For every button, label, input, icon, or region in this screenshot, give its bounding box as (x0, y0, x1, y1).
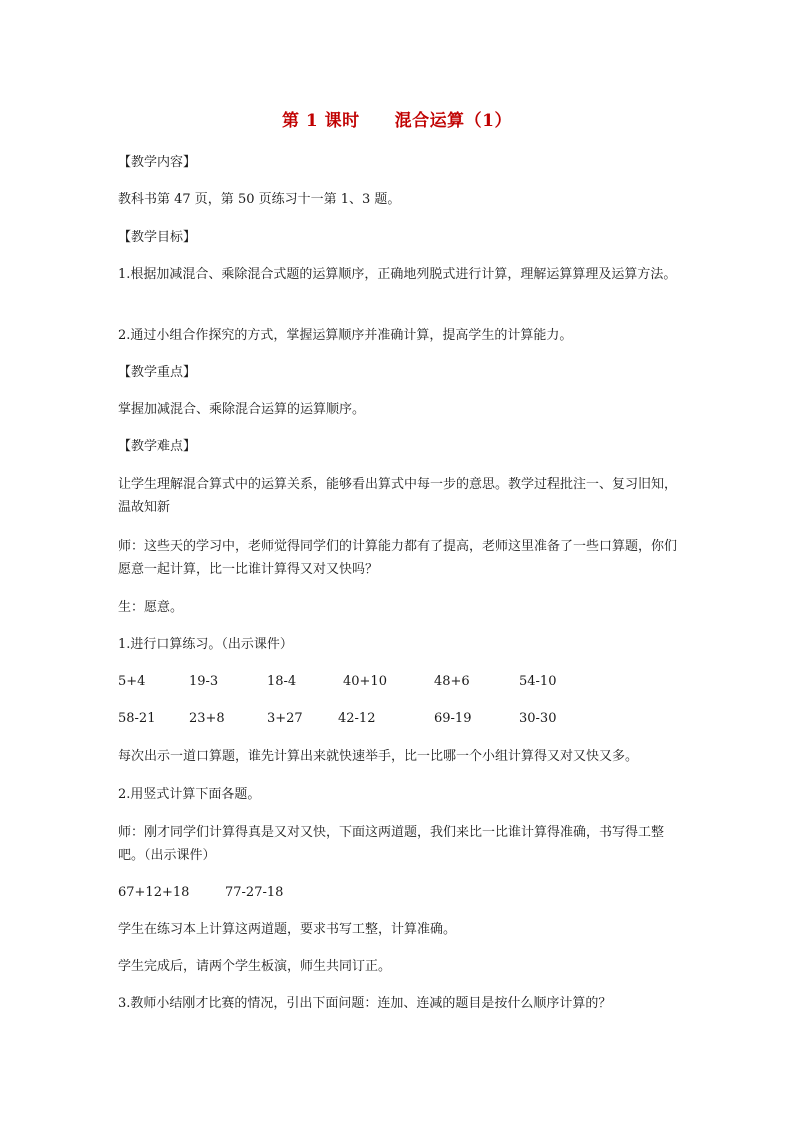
section-heading-key-points: 【教学重点】 (118, 365, 197, 380)
oral-problem: 23+8 (189, 711, 225, 726)
oral-problems-row-1 (118, 671, 678, 693)
teacher-dialogue-2: 师：刚才同学们计算得真是又对又快，下面这两道题，我们来比一比谁计算得准确，书写得工整吧。（出示课件） (118, 825, 665, 863)
step-1-oral-practice: 1.进行口算练习。（出示课件） (118, 637, 293, 652)
difficulties-text: 让学生理解混合算式中的运算关系，能够看出算式中每一步的意思。教学过程批注一、复习旧知，温故知新 (118, 477, 678, 515)
goal-2: 2.通过小组合作探究的方式，掌握运算顺序并准确计算，提高学生的计算能力。 (118, 328, 573, 343)
teacher-dialogue-1: 师：这些天的学习中，老师觉得同学们的计算能力都有了提高，老师这里准备了一些口算题，你们愿意一起计算，比一比谁计算得又对又快吗？ (118, 539, 678, 577)
oral-problems-row-2 (118, 708, 678, 730)
key-points-text: 掌握加减混合、乘除混合运算的运算顺序。 (118, 402, 366, 417)
step-3-summary: 3.教师小结刚才比赛的情况，引出下面问题：连加、连减的题目是按什么顺序计算的？ (118, 996, 612, 1011)
section-heading-content: 【教学内容】 (118, 155, 197, 170)
student-practice-text: 学生在练习本上计算这两道题，要求书写工整，计算准确。 (118, 922, 457, 937)
section-heading-difficulties: 【教学难点】 (118, 439, 197, 454)
step-2-vertical-calculation: 2.用竖式计算下面各题。 (118, 787, 261, 802)
section-heading-goals: 【教学目标】 (118, 230, 197, 245)
written-problem: 67+12+18 (118, 885, 190, 900)
oral-problem: 58-21 (118, 711, 156, 726)
page-title: 第 1 课时 混合运算（1） (282, 111, 512, 131)
oral-problem: 42-12 (338, 711, 376, 726)
step-1-note: 每次出示一道口算题，谁先计算出来就快速举手，比一比哪一个小组计算得又对又快又多。 (118, 749, 639, 764)
oral-problem: 3+27 (267, 711, 303, 726)
student-reply-1: 生：愿意。 (118, 600, 184, 615)
oral-problem: 69-19 (434, 711, 472, 726)
written-problems-row (118, 882, 678, 904)
oral-problem: 5+4 (118, 674, 146, 689)
oral-problem: 48+6 (434, 674, 470, 689)
content-text: 教科书第 47 页，第 50 页练习十一第 1、3 题。 (118, 192, 401, 207)
student-board-text: 学生完成后，请两个学生板演，师生共同订正。 (118, 959, 392, 974)
oral-problem: 54-10 (519, 674, 557, 689)
oral-problem: 18-4 (267, 674, 297, 689)
written-problem: 77-27-18 (225, 885, 284, 900)
oral-problem: 30-30 (519, 711, 557, 726)
oral-problem: 40+10 (343, 674, 387, 689)
oral-problem: 19-3 (189, 674, 219, 689)
goal-1: 1.根据加减混合、乘除混合式题的运算顺序，正确地列脱式进行计算，理解运算算理及运算方法。 (118, 267, 677, 282)
